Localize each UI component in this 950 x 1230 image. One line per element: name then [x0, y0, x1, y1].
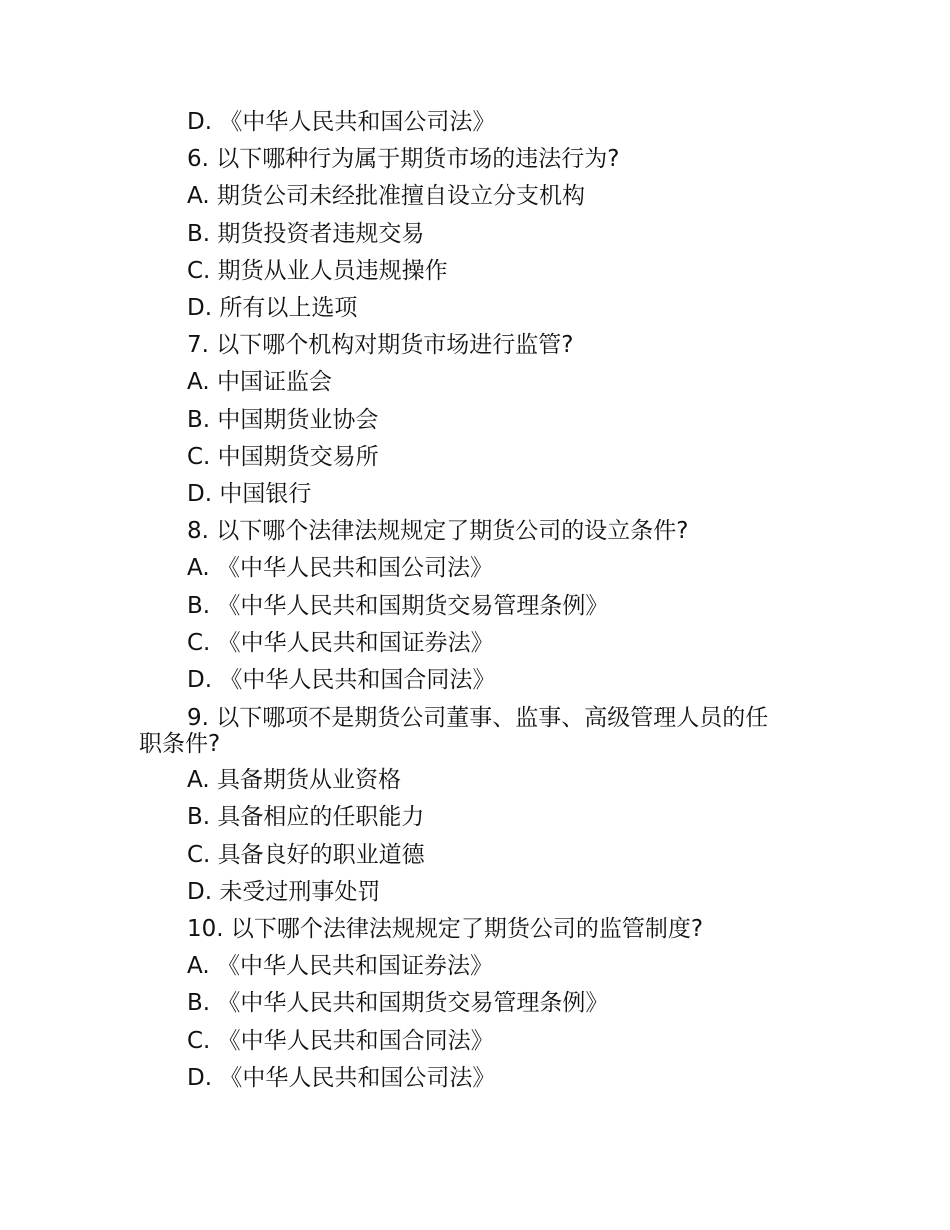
option-a-q9: A. 具备期货从业资格	[187, 767, 401, 794]
document-content	[139, 104, 827, 1097]
question-10: 10. 以下哪个法律法规规定了期货公司的监管制度?	[187, 916, 704, 943]
option-a-q6: A. 期货公司未经批准擅自设立分支机构	[187, 183, 585, 210]
option-c-q9: C. 具备良好的职业道德	[187, 841, 425, 868]
question-8: 8. 以下哪个法律法规规定了期货公司的设立条件?	[187, 518, 689, 545]
option-a-q10: A. 《中华人民共和国证券法》	[187, 953, 493, 980]
question-6: 6. 以下哪种行为属于期货市场的违法行为?	[187, 146, 620, 173]
option-b-q6: B. 期货投资者违规交易	[187, 220, 425, 247]
option-d-q6: D. 所有以上选项	[187, 295, 358, 322]
option-c-q7: C. 中国期货交易所	[187, 443, 379, 470]
option-c-q10: C. 《中华人民共和国合同法》	[187, 1027, 494, 1054]
option-d-q5: D. 《中华人民共和国公司法》	[187, 109, 496, 135]
option-a-q8: A. 《中华人民共和国公司法》	[187, 555, 493, 582]
question-7: 7. 以下哪个机构对期货市场进行监管?	[187, 332, 574, 359]
option-b-q10: B. 《中华人民共和国期货交易管理条例》	[187, 990, 609, 1017]
option-c-q6: C. 期货从业人员违规操作	[187, 257, 448, 284]
question-9-line-2: 职条件?	[139, 731, 221, 758]
option-b-q8: B. 《中华人民共和国期货交易管理条例》	[187, 592, 609, 619]
option-b-q9: B. 具备相应的任职能力	[187, 804, 425, 831]
question-9-line-1: 9. 以下哪项不是期货公司董事、监事、高级管理人员的任	[187, 705, 769, 732]
option-d-q7: D. 中国银行	[187, 481, 312, 508]
question-9	[139, 705, 857, 757]
option-b-q7: B. 中国期货业协会	[187, 406, 379, 433]
option-d-q9: D. 未受过刑事处罚	[187, 878, 381, 905]
option-d-q8: D. 《中华人民共和国合同法》	[187, 667, 496, 694]
option-a-q7: A. 中国证监会	[187, 369, 332, 396]
option-c-q8: C. 《中华人民共和国证券法》	[187, 629, 494, 656]
option-d-q10: D. 《中华人民共和国公司法》	[187, 1064, 496, 1091]
